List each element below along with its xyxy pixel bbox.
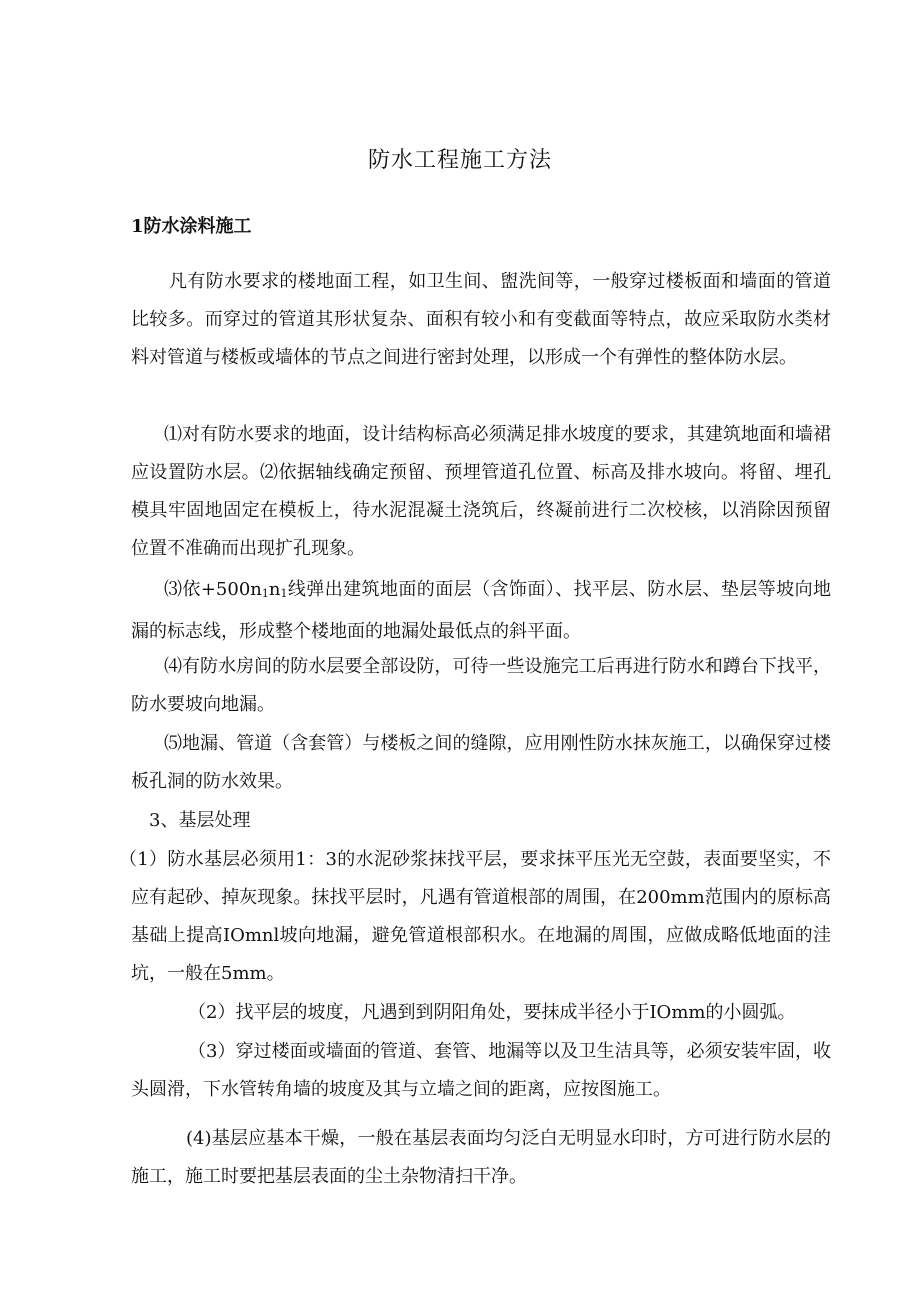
paragraph-intro: 凡有防水要求的楼地面工程，如卫生间、盥洗间等，一般穿过楼板面和墙面的管道比较多。而穿过的管道其形状复杂、面积有较小和有变截面等特点，故应采取防水类材料对管道与楼板或墙体的节点之间进行密封处理，以形成一个有弹性的整体防水层。 bbox=[131, 271, 831, 368]
paragraph-item-4: ⑷有防水房间的防水层要全部设防，可待一些设施完工后再进行防水和蹲台下找平，防水要坡向地漏。 bbox=[131, 656, 831, 715]
paragraph-base-1: （1）防水基层必须用1：3的水泥砂浆抹找平层，要求抹平压光无空鼓，表面要坚实，不应有起砂、掉灰现象。抹找平层时，凡遇有管道根部的周围，在200mm范围内的原标高基础上提高IOmnl坡向地漏，避免管道根部积水。在地漏的周围，应做成略低地面的洼坑，一般在5mm。 bbox=[119, 849, 831, 984]
paragraph-base-2: （2）找平层的坡度，凡遇到到阴阳角处，要抹成半径小于IOmm的小圆弧。 bbox=[188, 1002, 796, 1023]
item-3-prefix: ⑶依+500n bbox=[164, 579, 262, 600]
paragraph-base-4: (4)基层应基本干燥，一般在基层表面均匀泛白无明显水印时，方可进行防水层的施工，施工时要把基层表面的尘土杂物清扫干净。 bbox=[131, 1128, 831, 1187]
paragraph-base-3: （3）穿过楼面或墙面的管道、套管、地漏等以及卫生洁具等，必须安装牢固，收头圆滑，下水管转角墙的坡度及其与立墙之间的距离，应按图施工。 bbox=[131, 1041, 831, 1100]
paragraph-item-3 bbox=[131, 571, 831, 651]
subheading-base-treatment: 3、基层处理 bbox=[149, 810, 251, 831]
page-title: 防水工程施工方法 bbox=[367, 148, 552, 173]
paragraph-items-1-2: ⑴对有防水要求的地面，设计结构标高必须满足排水坡度的要求，其建筑地面和墙裙应设置防水层。⑵依据轴线确定预留、预埋管道孔位置、标高及排水坡向。将留、埋孔模具牢固地固定在模板上，待水泥混凝土浇筑后，终凝前进行二次校核，以消除因预留位置不准确而出现扩孔现象。 bbox=[131, 424, 831, 559]
item-3-mid: n bbox=[268, 579, 281, 600]
item-3-rest: 线弹出建筑地面的面层（含饰面）、找平层、防水层、垫层等坡向地漏的标志线，形成整个楼地面的地漏处最低点的斜平面。 bbox=[131, 579, 832, 642]
paragraph-item-5: ⑸地漏、管道（含套管）与楼板之间的缝隙，应用刚性防水抹灰施工，以确保穿过楼板孔洞的防水效果。 bbox=[131, 733, 831, 792]
item-3-subscript-2: 1 bbox=[280, 587, 288, 600]
section-heading: 1防水涂料施工 bbox=[131, 216, 252, 237]
item-3-subscript-1: 1 bbox=[261, 587, 269, 600]
